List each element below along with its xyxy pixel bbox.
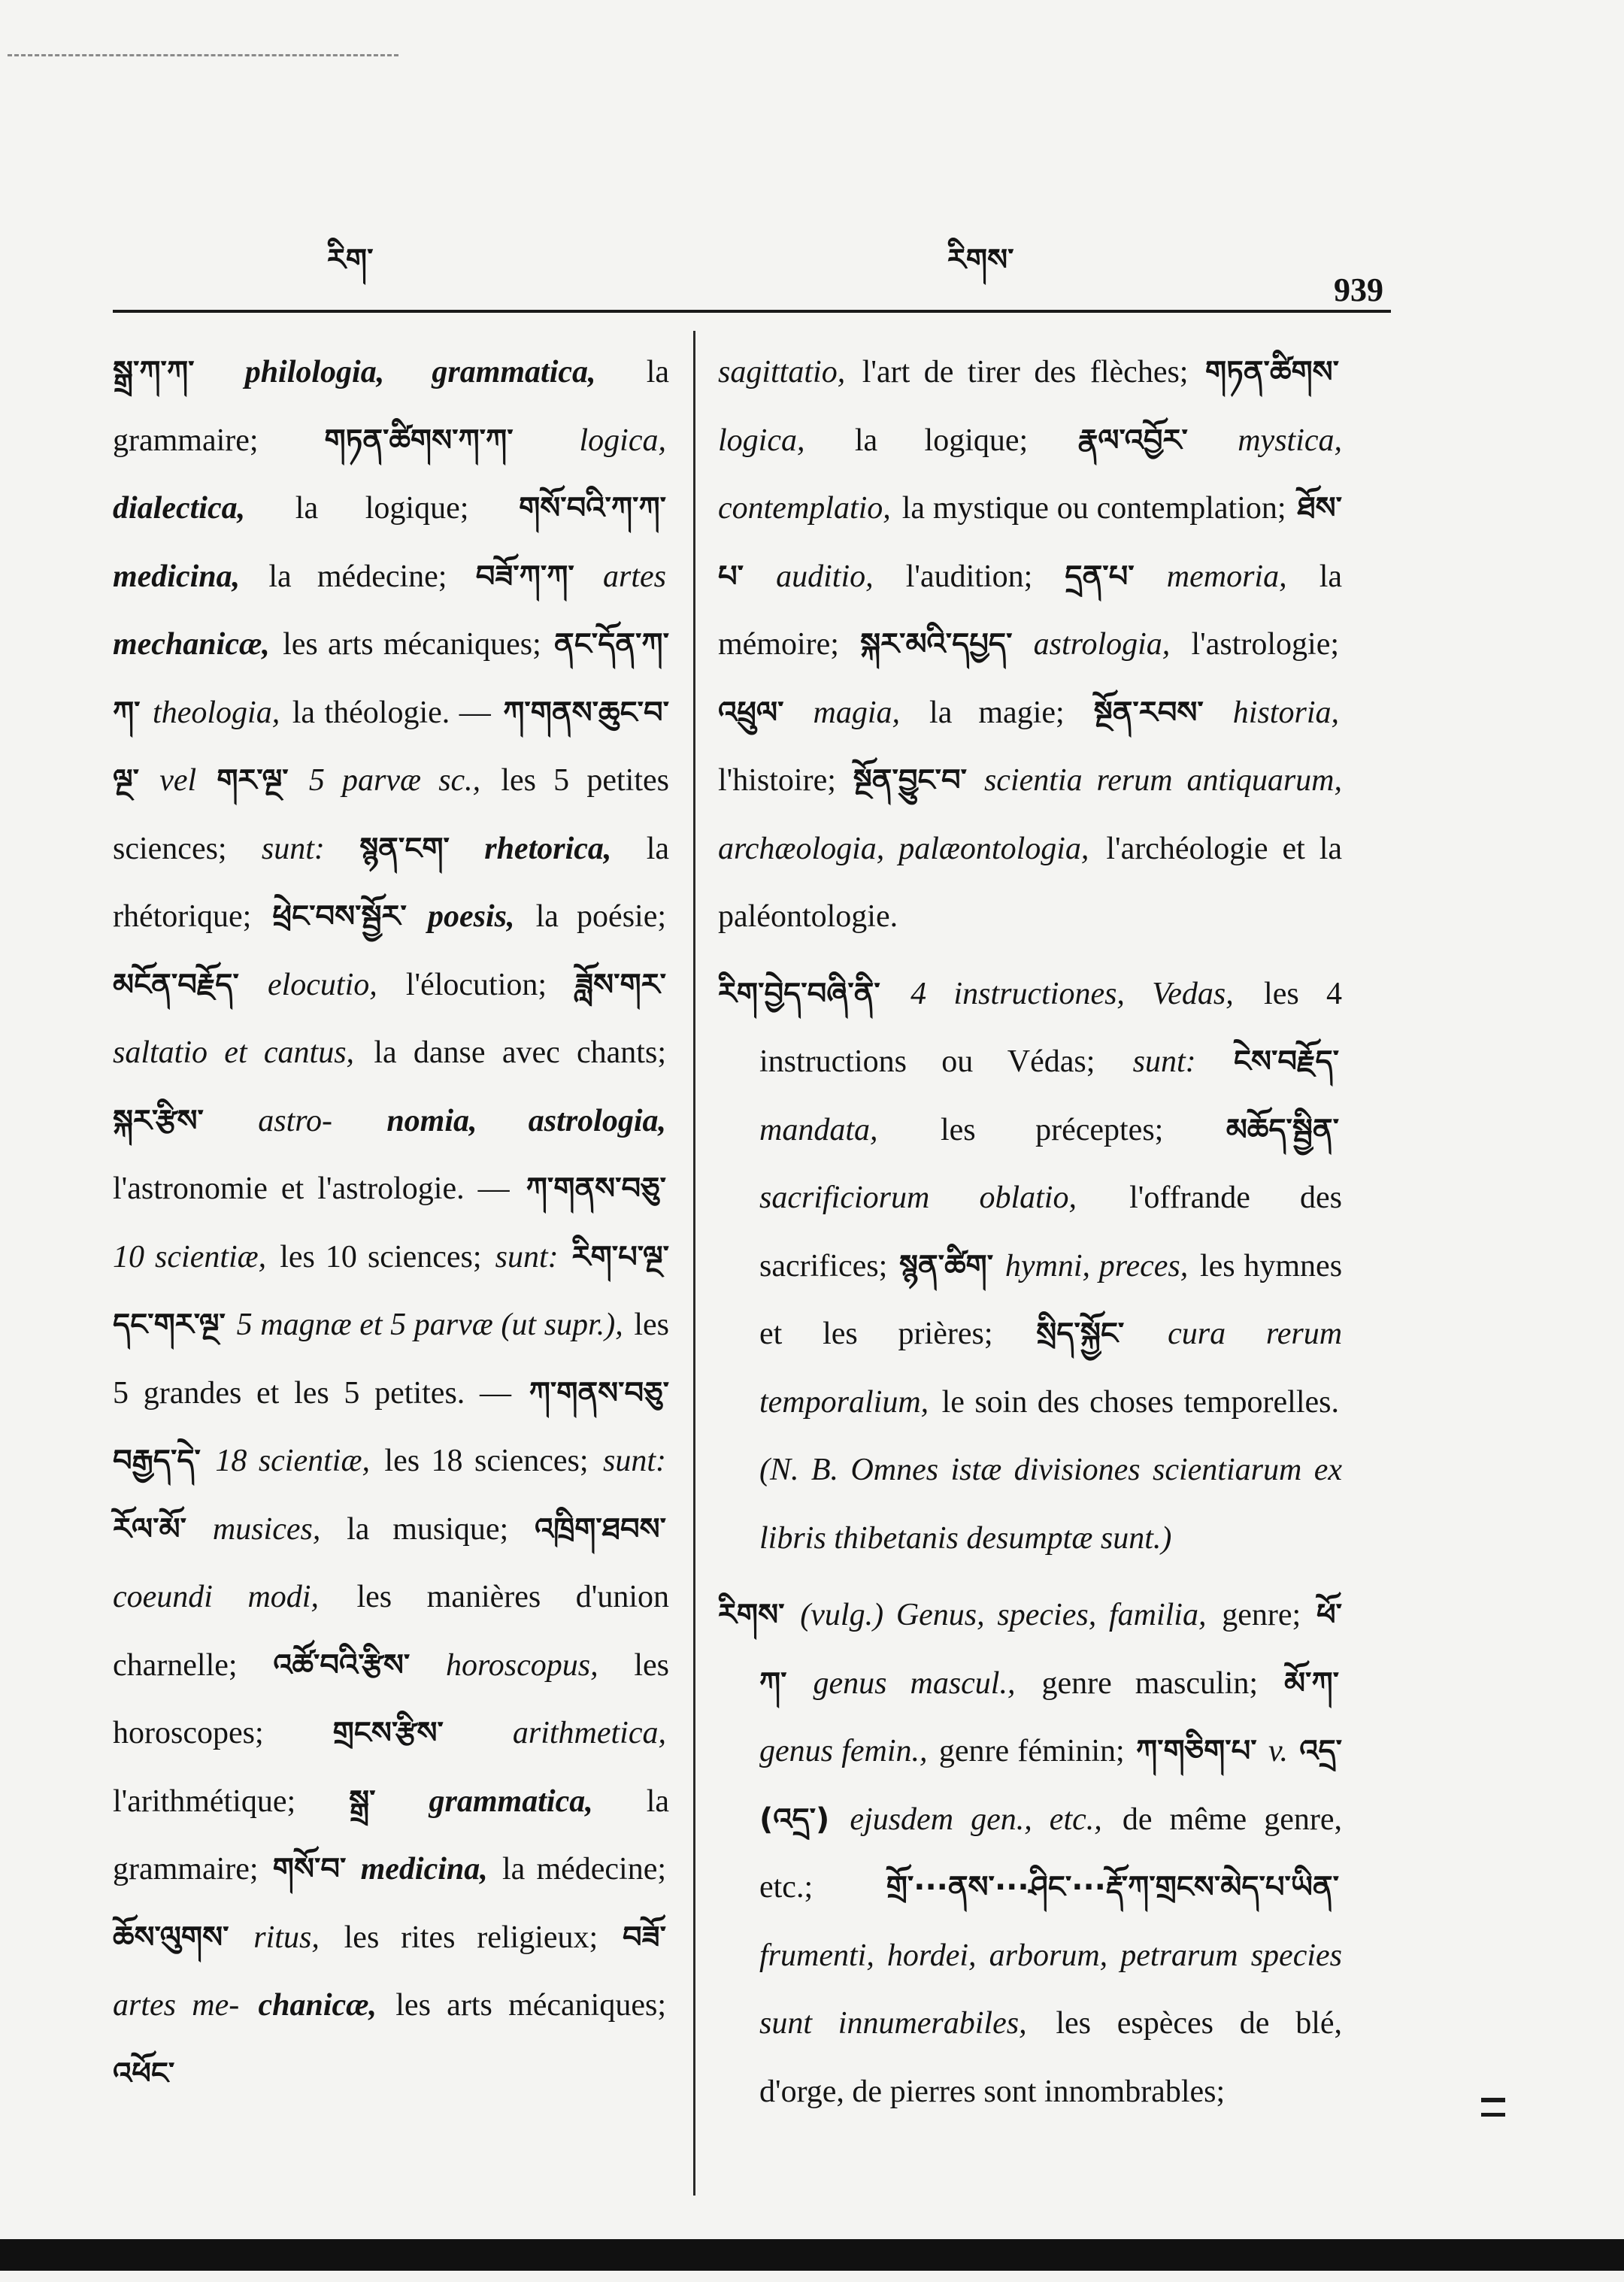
- latin-gloss: grammatica,: [429, 1783, 593, 1819]
- tibetan-term: མཆོད་སྦྱིན་: [1226, 1112, 1339, 1147]
- french-gloss: l'archéologie et la paléontologie.: [718, 831, 1343, 934]
- tibetan-term: ཕྲེང་བས་སྦྱོར་: [272, 899, 407, 934]
- latin-gloss: (vulg.) Genus, species, familia,: [800, 1598, 1207, 1632]
- tibetan-term: མོ་ཀ་: [1283, 1665, 1340, 1701]
- french-gloss: la logique;: [854, 423, 1029, 458]
- tibetan-term: མངོན་བརྗོད་: [113, 967, 239, 1002]
- tibetan-term: རིག་བྱེད་བཞི་ནི་: [718, 976, 880, 1011]
- tibetan-term: གཏན་ཚིགས་: [1205, 355, 1339, 389]
- latin-gloss: scientia rerum antiquarum, archæologia, palæontologia,: [718, 763, 1343, 866]
- latin-gloss: sunt:: [261, 831, 325, 866]
- tibetan-term: འཕྲུལ་: [718, 695, 784, 730]
- french-gloss: l'astrologie;: [1191, 627, 1340, 662]
- latin-gloss: logica,: [718, 423, 805, 458]
- french-gloss: la médecine;: [268, 559, 447, 594]
- tibetan-term: ཀ་གནས་ཆུང་བ་ལྔ་: [113, 695, 670, 798]
- tibetan-term: སྲིད་སྐྱོང་: [1036, 1317, 1125, 1351]
- french-gloss: la grammaire;: [113, 355, 670, 458]
- right-entry: [718, 960, 1342, 1573]
- french-gloss: l'élocution;: [405, 967, 547, 1002]
- latin-gloss: philologia, grammatica,: [244, 355, 596, 389]
- latin-gloss: medicina,: [113, 559, 241, 594]
- tibetan-term: སྔོན་རབས་: [1093, 695, 1204, 730]
- latin-gloss: rhetorica,: [484, 831, 612, 866]
- latin-gloss: dialectica,: [113, 491, 246, 526]
- latin-gloss: hymni, preces,: [1004, 1248, 1189, 1283]
- french-gloss: les arts mécaniques;: [283, 627, 541, 662]
- column-divider: [693, 331, 695, 2196]
- latin-gloss: memoria,: [1166, 559, 1287, 594]
- latin-gloss: ritus,: [253, 1920, 320, 1955]
- tibetan-term: འཚོ་བའི་རྩིས་: [273, 1647, 411, 1683]
- latin-gloss: 4 instructiones, Vedas,: [910, 976, 1234, 1011]
- latin-gloss: cura rerum temporalium,: [759, 1317, 1343, 1420]
- tibetan-term: འདྲ་(འདྲ་): [759, 1734, 1343, 1837]
- latin-gloss: (N. B. Omnes istæ divisiones scientiarum ex libris thibetanis desumptæ sunt.): [759, 1453, 1342, 1556]
- french-gloss: les 5 grandes et les 5 petites. —: [113, 1308, 670, 1411]
- tibetan-term: ནང་དོན་ཀ་ཀ་: [113, 627, 669, 730]
- french-gloss: genre masculin;: [1041, 1665, 1258, 1701]
- page-header: [105, 226, 1383, 308]
- tibetan-term: ཕོ་ཀ་: [759, 1598, 1343, 1701]
- latin-gloss: chanicæ,: [258, 1988, 377, 2023]
- tibetan-term: གསོ་བ་: [272, 1852, 347, 1887]
- tibetan-term: སྒྲ་: [349, 1783, 376, 1819]
- tibetan-term: གྲངས་རྩིས་: [332, 1716, 444, 1750]
- french-gloss: les horoscopes;: [113, 1647, 670, 1750]
- french-gloss: la mémoire;: [718, 559, 1343, 662]
- latin-gloss: artes: [603, 559, 667, 594]
- latin-gloss: sagittatio,: [718, 355, 846, 389]
- french-gloss: la poésie;: [535, 899, 667, 934]
- french-gloss: de même genre, etc.;: [759, 1802, 1343, 1905]
- tibetan-term: ཀ་གཅིག་པ་: [1135, 1734, 1257, 1768]
- tibetan-term: སྙན་ཚིག་: [898, 1248, 994, 1283]
- latin-gloss: coeundi modi,: [113, 1580, 319, 1614]
- tibetan-term: ངེས་བརྗོད་: [1233, 1044, 1340, 1079]
- french-gloss: les 4 instructions ou Védas;: [759, 976, 1343, 1079]
- latin-gloss: ejusdem gen., etc.,: [850, 1802, 1102, 1837]
- latin-gloss: theologia,: [153, 695, 280, 730]
- tibetan-term: གྲོ་···ནས་···ཤིང་···རྡོ་ཀ་གྲངས་མེད་པ་ཡིན་: [886, 1870, 1339, 1905]
- latin-gloss: genus mascul.,: [813, 1665, 1016, 1701]
- french-gloss: l'arithmétique;: [113, 1783, 296, 1819]
- tibetan-term: རིག་པ་ལྔ་དང་གར་ལྔ་: [113, 1239, 670, 1342]
- latin-gloss: astro-: [258, 1103, 333, 1138]
- latin-gloss: mandata,: [759, 1112, 878, 1147]
- scan-bottom-band: [0, 2239, 1624, 2271]
- french-gloss: les hymnes et les prières;: [759, 1248, 1343, 1351]
- french-gloss: les arts mécaniques;: [395, 1988, 667, 2023]
- french-gloss: les manières d'union charnelle;: [113, 1580, 669, 1683]
- tibetan-term: རིགས་: [718, 1598, 785, 1632]
- latin-gloss: elocutio,: [267, 967, 377, 1002]
- tibetan-term: འཕོང་: [113, 2056, 175, 2091]
- tibetan-term: འཁྲིག་ཐབས་: [535, 1511, 666, 1547]
- tibetan-term: ཐོས་པ་: [718, 491, 1343, 594]
- latin-gloss: 5 parvæ sc.,: [308, 763, 481, 798]
- margin-mark: [1481, 2098, 1505, 2117]
- french-gloss: la rhétorique;: [113, 831, 669, 934]
- tibetan-term: སྐར་རྩིས་: [113, 1103, 204, 1138]
- french-gloss: les espèces de blé, d'orge, de pierres sont innombrables;: [759, 2006, 1343, 2109]
- right-entry: [718, 338, 1342, 951]
- french-gloss: genre féminin;: [938, 1734, 1125, 1768]
- latin-gloss: 5 magnæ et 5 parvæ (ut supr.),: [236, 1308, 623, 1342]
- left-entry: [113, 338, 669, 2108]
- latin-gloss: historia,: [1232, 695, 1339, 730]
- page-number: 939: [1334, 271, 1383, 308]
- latin-gloss: auditio,: [776, 559, 874, 594]
- tibetan-term: སྔོན་བྱུང་བ་: [853, 763, 968, 798]
- latin-gloss: vel: [159, 763, 197, 798]
- french-gloss: l'histoire;: [718, 763, 836, 798]
- latin-gloss: v.: [1268, 1734, 1288, 1768]
- tibetan-term: སྒྲ་ཀ་ཀ་: [113, 355, 195, 389]
- tibetan-term: ཆོས་ལུགས་: [113, 1920, 229, 1955]
- right-entry: [718, 1581, 1342, 2126]
- french-gloss: l'audition;: [905, 559, 1033, 594]
- french-gloss: la grammaire;: [113, 1783, 670, 1887]
- latin-gloss: sunt:: [495, 1239, 559, 1274]
- tibetan-term: གར་ལྔ་: [217, 763, 289, 798]
- scan-artifact-line: [8, 54, 398, 56]
- latin-gloss: horoscopus,: [445, 1647, 598, 1683]
- latin-gloss: medicina,: [360, 1852, 488, 1887]
- tibetan-term: གསོ་བའི་ཀ་ཀ་: [519, 491, 667, 526]
- header-rule: [113, 310, 1391, 313]
- latin-gloss: logica,: [579, 423, 666, 458]
- french-gloss: l'art de tirer des flèches;: [862, 355, 1189, 389]
- tibetan-term: སྐར་མའི་དཔྱད་: [860, 627, 1013, 662]
- latin-gloss: arithmetica,: [512, 1716, 666, 1750]
- latin-gloss: sunt:: [1132, 1044, 1196, 1079]
- french-gloss: la magie;: [929, 695, 1065, 730]
- french-gloss: la médecine;: [501, 1852, 667, 1887]
- left-running-headword: རིག་: [327, 243, 374, 277]
- latin-gloss: saltatio et cantus,: [113, 1035, 355, 1070]
- french-gloss: les préceptes;: [940, 1112, 1164, 1147]
- tibetan-term: གཏན་ཚིགས་ཀ་ཀ་: [324, 423, 514, 458]
- latin-gloss: mystica, contemplatio,: [718, 423, 1343, 526]
- latin-gloss: genus femin.,: [759, 1734, 928, 1768]
- tibetan-term: བཟོ་ཀ་ཀ་: [475, 559, 574, 594]
- tibetan-term: རོལ་མོ་: [113, 1511, 187, 1547]
- french-gloss: les 18 sciences;: [384, 1444, 589, 1478]
- tibetan-term: བཟོ་: [623, 1920, 666, 1955]
- tibetan-term: སྙན་ངག་: [359, 831, 450, 866]
- french-gloss: la danse avec chants;: [374, 1035, 666, 1070]
- latin-gloss: frumenti, hordei, arborum, petrarum species sunt innumerabiles,: [759, 1938, 1342, 2041]
- tibetan-term: ཀ་གནས་བཅུ་: [526, 1171, 666, 1206]
- french-gloss: la logique;: [295, 491, 469, 526]
- french-gloss: l'offrande des sacrifices;: [759, 1180, 1342, 1283]
- latin-gloss: magia,: [813, 695, 901, 730]
- french-gloss: les 10 sciences;: [280, 1239, 482, 1274]
- latin-gloss: astrologia,: [1033, 627, 1171, 662]
- latin-gloss: 10 scientiæ,: [113, 1239, 267, 1274]
- latin-gloss: sunt:: [603, 1444, 667, 1478]
- latin-gloss: musices,: [212, 1511, 321, 1547]
- right-running-headword: རིགས་: [947, 243, 1014, 277]
- tibetan-term: ཟློས་གར་: [575, 967, 667, 1002]
- latin-gloss: nomia, astrologia,: [386, 1103, 666, 1138]
- right-column: [718, 338, 1342, 2126]
- latin-gloss: 18 scientiæ,: [215, 1444, 370, 1478]
- french-gloss: la musique;: [347, 1511, 509, 1547]
- tibetan-term: ཀ་གནས་བཅུ་བརྒྱད་དེ་: [113, 1375, 670, 1478]
- latin-gloss: poesis,: [428, 899, 515, 934]
- tibetan-term: རྣལ་འབྱོར་: [1077, 423, 1188, 458]
- latin-gloss: mechanicæ,: [113, 627, 270, 662]
- latin-gloss: artes me-: [113, 1988, 240, 2023]
- tibetan-term: དྲན་པ་: [1065, 559, 1135, 594]
- french-gloss: la théologie. —: [292, 695, 491, 730]
- french-gloss: genre;: [1222, 1598, 1301, 1632]
- french-gloss: la mystique ou contemplation;: [901, 491, 1286, 526]
- french-gloss: l'astronomie et l'astrologie. —: [113, 1171, 510, 1206]
- french-gloss: le soin des choses temporelles.: [941, 1384, 1340, 1420]
- left-column: [113, 338, 669, 2108]
- french-gloss: les rites religieux;: [344, 1920, 598, 1955]
- french-gloss: les 5 petites sciences;: [113, 763, 669, 866]
- latin-gloss: sacrificiorum oblatio,: [759, 1180, 1077, 1215]
